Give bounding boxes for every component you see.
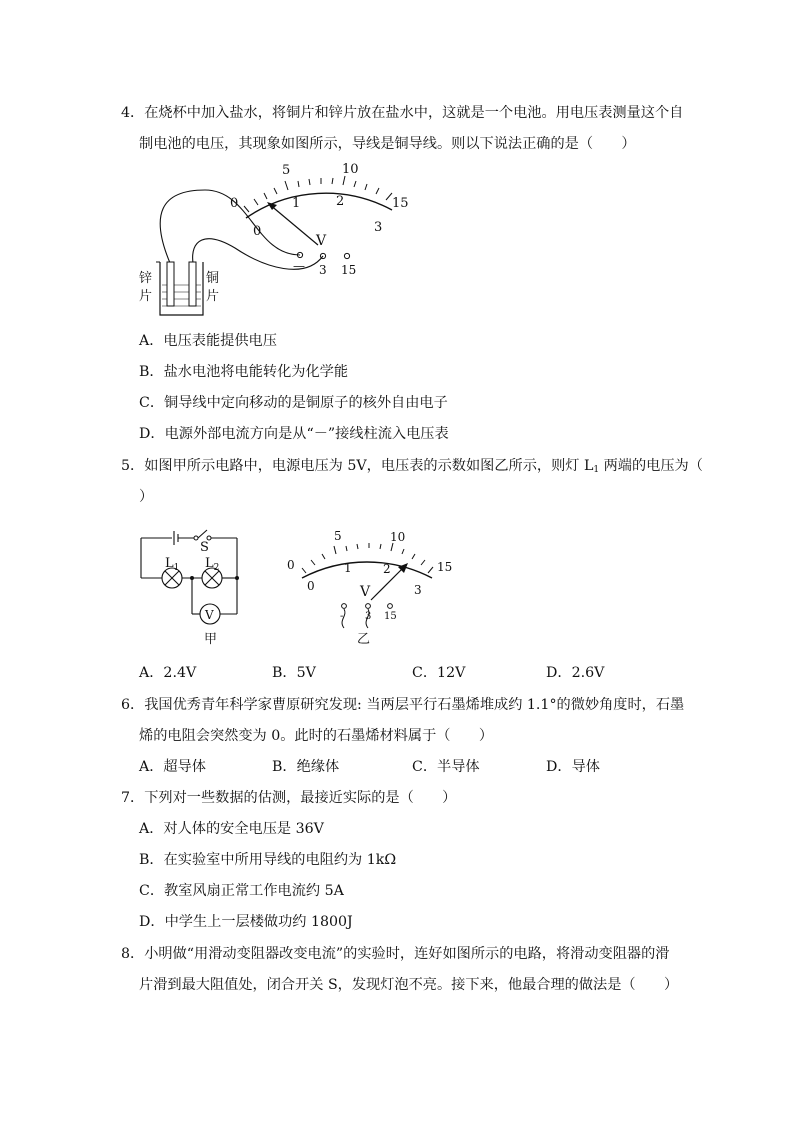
q5-voltmeter-symbol: V (205, 608, 214, 622)
q6-option-c: C．半导体 (412, 759, 480, 775)
q5-scale-lower-1: 1 (344, 561, 352, 575)
q4-terminal-3: 3 (319, 263, 327, 277)
q4-number: 4． (121, 105, 145, 121)
q5-option-d: D．2.6V (546, 665, 605, 681)
q5-option-c: C．12V (412, 665, 466, 681)
q4-line1: 4．在烧杯中加入盐水，将铜片和锌片放在盐水中，这就是一个电池。用电压表测量这个自 (121, 105, 684, 121)
q5-option-b: B．5V (272, 665, 316, 681)
q4-scale-lower-2: 2 (336, 194, 345, 209)
q5-terminal-neg: - (340, 611, 344, 622)
q4-meter-symbol: V (316, 233, 327, 249)
q4-scale-10: 10 (342, 162, 359, 177)
q5-scale-lower-3: 3 (414, 583, 422, 597)
q4-scale-lower-1: 1 (292, 196, 301, 211)
q4-option-c: C．铜导线中定向移动的是铜原子的核外自由电子 (139, 395, 448, 411)
q8-number: 8． (121, 946, 145, 962)
q5-option-a: A．2.4V (139, 665, 197, 681)
q5-scale-15: 15 (437, 560, 453, 574)
q6-line1: 6．我国优秀青年科学家曹原研究发现: 当两层平行石墨烯堆成约 1.1°的微妙角度时，石墨 (121, 697, 685, 713)
q5-meter-symbol: V (360, 584, 371, 600)
q4-copper-label-1: 铜 (206, 271, 220, 286)
q7-option-d: D．中学生上一层楼做功约 1800J (139, 914, 353, 930)
q8-line1: 8．小明做“用滑动变阻器改变电流”的实验时，连好如图所示的电路，将滑动变阻器的滑 (121, 946, 670, 962)
q4-option-d: D．电源外部电流方向是从“－”接线柱流入电压表 (139, 426, 449, 442)
q6-option-b: B．绝缘体 (272, 759, 340, 775)
q7-option-b: B．在实验室中所用导线的电阻约为 1kΩ (139, 852, 397, 868)
q5-line1: 5．如图甲所示电路中，电源电压为 5V，电压表的示数如图乙所示，则灯 $L_1$ 两端的电压为（ (121, 458, 703, 475)
q6-line2: 烯的电阻会突然变为 0。此时的石墨烯材料属于（ ） (139, 728, 494, 744)
q5-switch-label: S (200, 540, 209, 555)
q4-terminal-neg: — (293, 259, 305, 273)
q4-scale-5: 5 (282, 163, 291, 178)
q4-scale-15: 15 (392, 196, 409, 211)
q4-option-a: A．电压表能提供电压 (139, 333, 277, 349)
q6-option-d: D．导体 (546, 759, 600, 775)
q7-option-a: A．对人体的安全电压是 36V (139, 821, 324, 837)
q4-zinc-label-1: 锌 (139, 271, 153, 286)
q5-line2: ） (139, 489, 154, 505)
q6-option-a: A．超导体 (139, 759, 206, 775)
q7-option-c: C．教室风扇正常工作电流约 5A (139, 883, 344, 899)
q7-number: 7． (121, 790, 145, 806)
q4-scale-0: 0 (230, 196, 239, 211)
q5-lamp1-label: $L_1$ (165, 556, 180, 573)
q4-terminal-15: 15 (341, 263, 357, 277)
q5-terminal-3: 3 (365, 611, 372, 622)
q4-zinc-label-2: 片 (139, 289, 153, 304)
q5-terminal-15: 15 (384, 611, 397, 622)
q4-option-b: B．盐水电池将电能转化为化学能 (139, 364, 349, 380)
q5-scale-0: 0 (287, 558, 295, 572)
q8-line2: 片滑到最大阻值处，闭合开关 S，发现灯泡不亮。接下来，他最合理的做法是（ ） (139, 977, 679, 993)
q5-lamp2-label: $L_2$ (205, 556, 220, 573)
q5-caption-jia: 甲 (204, 632, 218, 647)
q5-scale-lower-0: 0 (307, 579, 315, 593)
q5-number: 5． (121, 458, 145, 474)
q4-scale-lower-0: 0 (253, 224, 262, 239)
q5-scale-5: 5 (334, 529, 342, 543)
q6-number: 6． (121, 697, 145, 713)
q7-line1: 7．下列对一些数据的估测，最接近实际的是（ ） (121, 790, 457, 806)
q5-caption-yi: 乙 (357, 632, 371, 647)
q5-scale-10: 10 (390, 530, 406, 544)
q5-scale-lower-2: 2 (383, 562, 391, 576)
q4-scale-lower-3: 3 (374, 220, 383, 235)
q4-line2: 制电池的电压，其现象如图所示，导线是铜导线。则以下说法正确的是（ ） (139, 136, 636, 152)
q4-copper-label-2: 片 (206, 289, 220, 304)
